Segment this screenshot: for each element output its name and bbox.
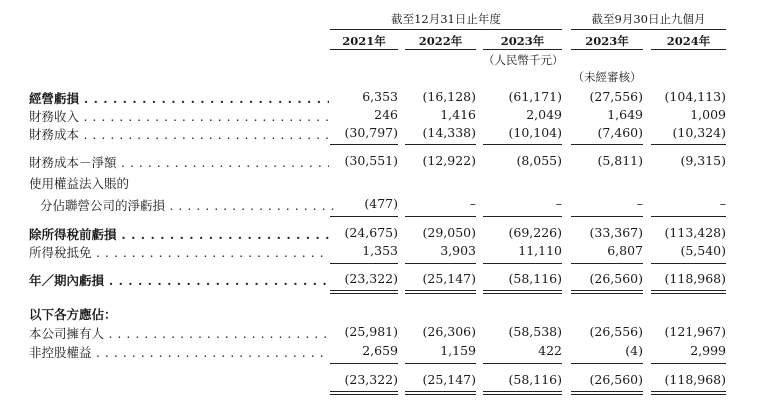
loss-rule-5: [651, 263, 726, 264]
cell-operating-loss-2024-9m: (104,113): [664, 89, 726, 104]
cell-tax-2022: 3,903: [440, 243, 476, 258]
cell-total-2023-9m: (26,560): [589, 372, 643, 387]
cell-nci-2023-9m: (4): [625, 343, 643, 358]
loss-double-rule-2b: [405, 293, 476, 294]
cell-loss-2024-9m: (118,968): [664, 271, 726, 286]
cell-lbt-2023-9m: (33,367): [589, 225, 643, 240]
row-label-owners: 本公司擁有人 . . .: [29, 324, 329, 342]
cell-tax-2021: 1,353: [362, 243, 398, 258]
total-double-rule-2: [405, 391, 476, 392]
loss-rule-4: [571, 263, 643, 264]
year-rule-2: [405, 49, 476, 50]
loss-double-rule-1b: [330, 293, 398, 294]
cell-net-finance-2023fy: (8,055): [516, 153, 562, 168]
cell-total-2021: (23,322): [344, 372, 398, 387]
header-group-9m: 截至9月30日止九個月: [591, 12, 706, 26]
cell-finance-income-2023-9m: 1,649: [607, 107, 643, 122]
cell-share-assoc-2022: –: [469, 196, 476, 211]
cell-owners-2024-9m: (121,967): [664, 324, 726, 339]
total-double-rule-2b: [405, 394, 476, 395]
loss-double-rule-3b: [483, 293, 562, 294]
row-label-share-associates-loss: 分佔聯營公司的淨虧損 . . .: [40, 196, 340, 214]
cell-operating-loss-2023-9m: (27,556): [589, 89, 643, 104]
row-label-finance-costs: 財務成本 . . .: [29, 125, 329, 143]
cell-lbt-2021: (24,675): [344, 225, 398, 240]
total-double-rule-3b: [483, 394, 562, 395]
cell-loss-2022: (25,147): [422, 271, 476, 286]
cell-net-finance-2023-9m: (5,811): [597, 153, 643, 168]
pretax-rule-5: [651, 216, 726, 217]
subtotal-rule-4: [571, 144, 643, 145]
row-label-attributable-to: 以下各方應佔：: [29, 307, 117, 322]
cell-lbt-2023fy: (69,226): [508, 225, 562, 240]
loss-double-rule-2: [405, 290, 476, 291]
cell-tax-2023fy: 11,110: [518, 243, 562, 258]
pretax-rule-4: [571, 216, 643, 217]
header-group-fy: 截至12月31日止年度: [391, 12, 501, 26]
subtotal-rule-2: [405, 144, 476, 145]
year-rule-3: [483, 49, 562, 50]
cell-net-finance-2024-9m: (9,315): [680, 153, 726, 168]
year-header-2024-9m: 2024年: [666, 34, 711, 48]
cell-nci-2021: 2,659: [362, 343, 398, 358]
total-double-rule-4: [571, 391, 643, 392]
loss-double-rule-5: [651, 290, 726, 291]
cell-operating-loss-2023fy: (61,171): [508, 89, 562, 104]
cell-total-2024-9m: (118,968): [664, 372, 726, 387]
total-double-rule-3: [483, 391, 562, 392]
year-rule-1: [330, 49, 398, 50]
total-rule-1: [330, 363, 398, 364]
loss-double-rule-4: [571, 290, 643, 291]
total-double-rule-1: [330, 391, 398, 392]
cell-owners-2021: (25,981): [344, 324, 398, 339]
cell-share-assoc-2023-9m: –: [636, 196, 643, 211]
pretax-rule-1: [330, 216, 398, 217]
cell-finance-costs-2022: (14,338): [422, 125, 476, 140]
cell-total-2023fy: (58,116): [508, 372, 562, 387]
cell-share-assoc-2021: (477): [364, 196, 398, 211]
subtotal-rule-3: [483, 144, 562, 145]
cell-lbt-2022: (29,050): [422, 225, 476, 240]
loss-rule-3: [483, 263, 562, 264]
row-label-loss-for-period: 年／期內虧損 . . .: [29, 271, 329, 289]
total-rule-2: [405, 363, 476, 364]
cell-loss-2023-9m: (26,560): [589, 271, 643, 286]
cell-share-assoc-2024-9m: –: [719, 196, 726, 211]
cell-finance-income-2022: 1,416: [440, 107, 476, 122]
cell-nci-2024-9m: 2,999: [690, 343, 726, 358]
subtotal-rule-5: [651, 144, 726, 145]
row-label-equity-method: 使用權益法入賬的: [29, 176, 130, 191]
row-label-loss-before-tax: 除所得稅前虧損 . . .: [29, 225, 329, 243]
row-label-finance-income: 財務收入 . . .: [29, 107, 329, 125]
cell-loss-2021: (23,322): [344, 271, 398, 286]
loss-rule-1: [330, 263, 398, 264]
year-header-2021: 2021年: [342, 34, 386, 48]
cell-finance-income-2021: 246: [374, 107, 398, 122]
loss-rule-2: [405, 263, 476, 264]
cell-loss-2023fy: (58,116): [508, 271, 562, 286]
total-double-rule-4b: [571, 394, 643, 395]
cell-owners-2023fy: (58,538): [508, 324, 562, 339]
cell-finance-income-2023fy: 2,049: [526, 107, 562, 122]
year-header-2023-fy: 2023年: [500, 34, 545, 48]
pretax-rule-2: [405, 216, 476, 217]
cell-total-2022: (25,147): [422, 372, 476, 387]
row-label-income-tax-credit: 所得稅抵免 . . .: [29, 243, 329, 261]
year-rule-4: [571, 49, 643, 50]
cell-finance-costs-2023-9m: (7,460): [597, 125, 643, 140]
total-rule-5: [651, 363, 726, 364]
cell-lbt-2024-9m: (113,428): [664, 225, 726, 240]
year-rule-5: [651, 49, 726, 50]
header-rule-9m: [571, 29, 726, 30]
total-double-rule-1b: [330, 394, 398, 395]
cell-finance-costs-2021: (30,797): [344, 125, 398, 140]
row-label-operating-loss: 經營虧損 . . .: [29, 89, 329, 107]
cell-finance-income-2024-9m: 1,009: [690, 107, 726, 122]
loss-double-rule-5b: [651, 293, 726, 294]
cell-nci-2022: 1,159: [440, 343, 476, 358]
total-rule-4: [571, 363, 643, 364]
cell-finance-costs-2024-9m: (10,324): [672, 125, 726, 140]
total-double-rule-5: [651, 391, 726, 392]
unaudited-note: （未經審核）: [572, 70, 642, 84]
cell-owners-2022: (26,306): [422, 324, 476, 339]
pretax-rule-3: [483, 216, 562, 217]
subtotal-rule-1: [330, 144, 398, 145]
cell-owners-2023-9m: (26,556): [589, 324, 643, 339]
header-rule-fy: [330, 29, 562, 30]
cell-finance-costs-2023fy: (10,104): [508, 125, 562, 140]
total-rule-3: [483, 363, 562, 364]
currency-note: （人民幣千元）: [483, 53, 564, 67]
loss-double-rule-1: [330, 290, 398, 291]
cell-net-finance-2022: (12,922): [422, 153, 476, 168]
cell-tax-2024-9m: (5,540): [680, 243, 726, 258]
row-label-net-finance-costs: 財務成本－淨額 . . .: [29, 153, 329, 171]
year-header-2023-9m: 2023年: [585, 34, 629, 48]
row-label-nci: 非控股權益 . . .: [29, 343, 329, 361]
loss-double-rule-4b: [571, 293, 643, 294]
cell-tax-2023-9m: 6,807: [607, 243, 643, 258]
cell-nci-2023fy: 422: [538, 343, 562, 358]
cell-share-assoc-2023fy: –: [555, 196, 562, 211]
cell-net-finance-2021: (30,551): [344, 153, 398, 168]
loss-double-rule-3: [483, 290, 562, 291]
total-double-rule-5b: [651, 394, 726, 395]
year-header-2022: 2022年: [418, 34, 463, 48]
cell-operating-loss-2021: 6,353: [362, 89, 398, 104]
cell-operating-loss-2022: (16,128): [422, 89, 476, 104]
